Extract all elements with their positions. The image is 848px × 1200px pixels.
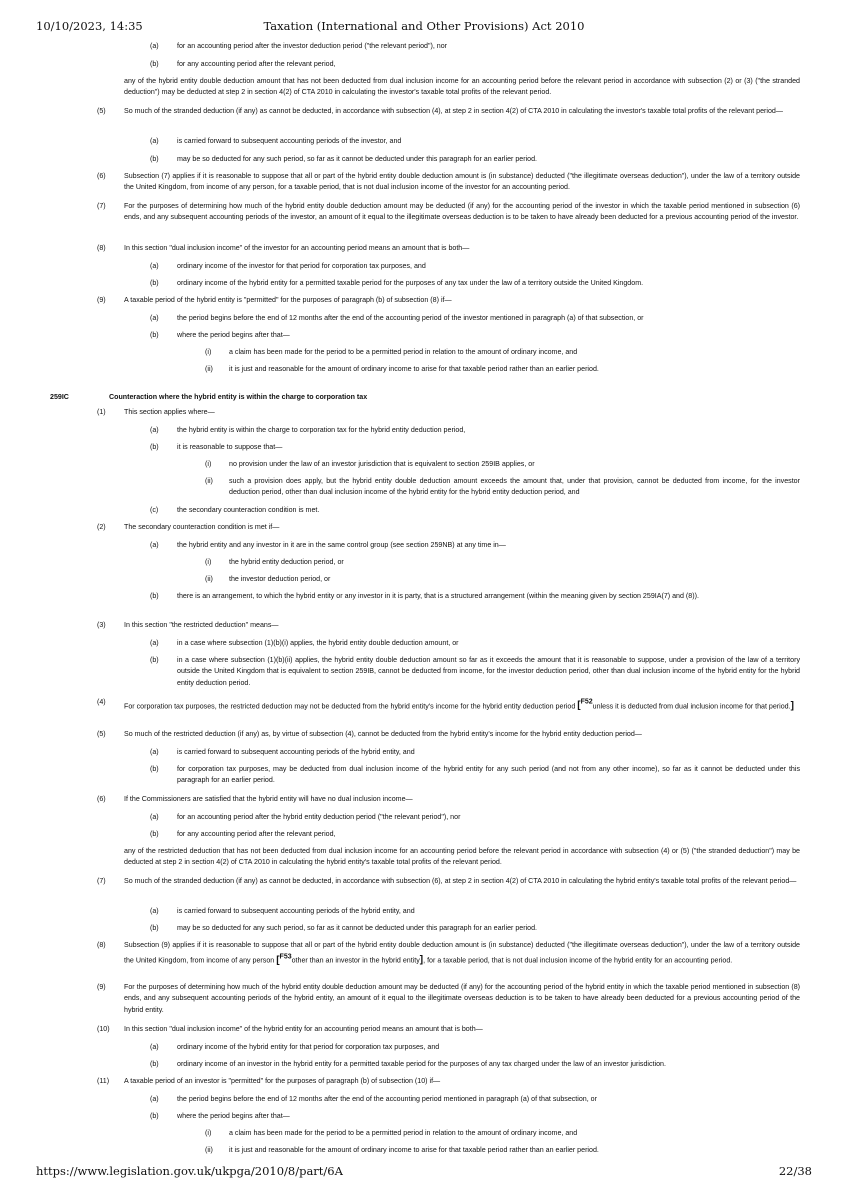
amended-text: other than an investor in the hybrid entity: [291, 956, 420, 965]
paragraph-label: (a): [150, 426, 159, 434]
paragraph-text: for any accounting period after the relevant period,: [177, 60, 336, 68]
paragraph-text: is carried forward to subsequent accounting periods of the hybrid entity, and: [177, 748, 415, 756]
subsection-label: (4): [97, 698, 106, 706]
text-segment: Subsection (9) applies if it is reasonable to suppose that all or part of the hybrid entity double deduction amount is (in substance) deducted ("the illegitimate overseas deduction"), under the law of a territory outside the United Kingdom, from income of any person: [124, 941, 800, 965]
subsection-text: So much of the restricted deduction (if any) as, by virtue of subsection (4), cannot be deducted from the hybrid entity's income for the hybrid entity deduction period—: [124, 730, 642, 738]
amendment-close-bracket: ]: [419, 954, 424, 966]
paragraph-label: (b): [150, 830, 159, 838]
paragraph-label: (a): [150, 541, 159, 549]
paragraph-text: for corporation tax purposes, may be deducted from dual inclusion income of the hybrid entity for any such period (and not from any other income), so far as it cannot be deducted under this paragraph for an earlier period.: [177, 765, 800, 785]
section-number: 259IC: [50, 393, 69, 401]
amended-text: unless it is deducted from dual inclusion income for that period.: [592, 702, 791, 711]
subsection-label: (7): [97, 202, 106, 210]
paragraph-text: is carried forward to subsequent accounting periods of the hybrid entity, and: [177, 907, 415, 915]
subparagraph-text: such a provision does apply, but the hybrid entity double deduction amount exceeds the amount that, under that provision, cannot be deducted from income, for the investor deduction period, other than dual inclusion income of the hybrid entity for the hybrid entity deduction period, and: [229, 477, 800, 497]
subsection-text: Subsection (7) applies if it is reasonable to suppose that all or part of the hybrid entity double deduction amount is (in substance) deducted ("the illegitimate overseas deduction"), under the law of a territory outside the United Kingdom, from income of any person, for a taxable period, that is not dual inclusion income of the investor for an accounting period.: [124, 172, 800, 192]
subsection-text: [124, 697, 800, 713]
subsection-label: (8): [97, 244, 106, 252]
subparagraph-text: it is just and reasonable for the amount of ordinary income to arise for that taxable period rather than an earlier period.: [229, 365, 599, 373]
subsection-label: (2): [97, 523, 106, 531]
continuation-text: any of the restricted deduction that has not been deducted from dual inclusion income for an accounting period before the relevant period in accordance with subsection (4) or (5) ("the stranded deduction") may be deducted at step 2 in section 4(2) of CTA 2010 in calculating the hybrid entity's taxable total profits of the relevant period.: [124, 847, 800, 867]
subparagraph-label: (i): [205, 1129, 212, 1137]
subsection-text: In this section "the restricted deduction" means—: [124, 621, 279, 629]
paragraph-text: in a case where subsection (1)(b)(ii) applies, the hybrid entity double deduction amount so far as it exceeds the amount that it is reasonable to suppose, under a provision of the law of a territory outside the United Kingdom that is equivalent to section 259IB, cannot be deducted from income, for the investor deduction period, other than dual inclusion income of the hybrid entity for the hybrid entity deduction period.: [177, 656, 800, 687]
paragraph-label: (b): [150, 60, 159, 68]
subsection-label: (5): [97, 107, 106, 115]
subparagraph-label: (ii): [205, 575, 213, 583]
paragraph-text: in a case where subsection (1)(b)(i) applies, the hybrid entity double deduction amount, or: [177, 639, 459, 647]
subparagraph-text: a claim has been made for the period to be a permitted period in relation to the amount of ordinary income, and: [229, 348, 578, 356]
subsection-label: (6): [97, 172, 106, 180]
subsection-label: (7): [97, 877, 106, 885]
subsection-text: This section applies where—: [124, 408, 215, 416]
paragraph-text: is carried forward to subsequent accounting periods of the investor, and: [177, 137, 402, 145]
paragraph-label: (a): [150, 137, 159, 145]
paragraph-text: the period begins before the end of 12 months after the end of the accounting period mentioned in paragraph (a) of that subsection, or: [177, 1095, 597, 1103]
paragraph-text: may be so deducted for any such period, so far as it cannot be deducted under this paragraph for an earlier period.: [177, 924, 538, 932]
paragraph-label: (b): [150, 656, 159, 664]
section-heading: Counteraction where the hybrid entity is within the charge to corporation tax: [109, 393, 368, 401]
subsection-text: For the purposes of determining how much of the hybrid entity double deduction amount may be deducted (if any) for the accounting period of the hybrid entity in which the taxable period mentioned in subsection (8) ends, and any subsequent accounting periods of the hybrid entity, an amount of it equal to the illegitimate overseas deduction is to be taken to have already been deducted for a previous accounting period of the hybrid entity.: [124, 983, 800, 1014]
paragraph-text: ordinary income of an investor in the hybrid entity for a permitted taxable period for the purposes of any tax charged under the law of an investor jurisdiction.: [177, 1060, 666, 1068]
subsection-text: In this section "dual inclusion income" of the investor for an accounting period means an amount that is both—: [124, 244, 470, 252]
subsection-text: A taxable period of the hybrid entity is "permitted" for the purposes of paragraph (b) of subsection (8) if—: [124, 296, 452, 304]
subsection-label: (11): [97, 1077, 110, 1085]
subsection-text: So much of the stranded deduction (if any) as cannot be deducted, in accordance with subsection (4), at step 2 in section 4(2) of CTA 2010 in calculating the investor's taxable total profits of the relevant period—: [124, 107, 783, 115]
paragraph-label: (b): [150, 1112, 159, 1120]
text-segment: , for a taxable period, that is not dual inclusion income of the hybrid entity for an accounting period.: [423, 956, 733, 965]
subsection-text: The secondary counteraction condition is met if—: [124, 523, 280, 531]
subparagraph-text: it is just and reasonable for the amount of ordinary income to arise for that taxable period rather than an earlier period.: [229, 1146, 599, 1154]
amendment-close-bracket: ]: [790, 700, 794, 712]
paragraph-label: (a): [150, 907, 159, 915]
amendment-open-bracket: [$^{F52}$: [577, 699, 593, 712]
paragraph-label: (c): [150, 506, 159, 514]
paragraph-label: (a): [150, 262, 159, 270]
paragraph-label: (a): [150, 639, 159, 647]
paragraph-label: (a): [150, 42, 159, 50]
subparagraph-text: the hybrid entity deduction period, or: [229, 558, 344, 566]
paragraph-label: (a): [150, 748, 159, 756]
subparagraph-text: the investor deduction period, or: [229, 575, 331, 583]
paragraph-label: (b): [150, 592, 159, 600]
paragraph-text: there is an arrangement, to which the hybrid entity or any investor in it is party, that is a structured arrangement (within the meaning given by section 259IA(7) and (8)).: [177, 592, 699, 600]
subparagraph-label: (i): [205, 348, 212, 356]
subparagraph-label: (ii): [205, 477, 213, 485]
paragraph-text: ordinary income of the investor for that period for corporation tax purposes, and: [177, 262, 426, 270]
paragraph-text: may be so deducted for any such period, so far as it cannot be deducted under this paragraph for an earlier period.: [177, 155, 538, 163]
paragraph-text: the hybrid entity and any investor in it are in the same control group (see section 259NB) at any time in—: [177, 541, 506, 549]
paragraph-label: (b): [150, 155, 159, 163]
amendment-open-bracket: [$^{F53}$: [276, 953, 292, 966]
paragraph-text: where the period begins after that—: [177, 1112, 290, 1120]
paragraph-label: (a): [150, 813, 159, 821]
subparagraph-label: (i): [205, 460, 212, 468]
paragraph-text: for an accounting period after the investor deduction period ("the relevant period"), nor: [177, 42, 448, 50]
paragraph-text: the secondary counteraction condition is met.: [177, 506, 320, 514]
paragraph-text: the period begins before the end of 12 months after the end of the accounting period of the investor mentioned in paragraph (a) of that subsection, or: [177, 314, 644, 322]
subsection-text: A taxable period of an investor is "permitted" for the purposes of paragraph (b) of subsection (10) if—: [124, 1077, 441, 1085]
subsection-label: (3): [97, 621, 106, 629]
page-header-title: Taxation (International and Other Provisions) Act 2010: [263, 19, 585, 33]
subparagraph-label: (ii): [205, 365, 213, 373]
subparagraph-text: no provision under the law of an investor jurisdiction that is equivalent to section 259IB applies, or: [229, 460, 535, 468]
subsection-label: (9): [97, 983, 106, 991]
amendment-reference[interactable]: F52: [580, 699, 593, 706]
paragraph-label: (a): [150, 314, 159, 322]
paragraph-label: (b): [150, 443, 159, 451]
paragraph-text: ordinary income of the hybrid entity for a permitted taxable period for the purposes of any tax under the law of a territory outside the United Kingdom.: [177, 279, 644, 287]
page-number: 22/38: [778, 1164, 812, 1178]
subparagraph-label: (i): [205, 558, 212, 566]
subsection-text: If the Commissioners are satisfied that the hybrid entity will have no dual inclusion income—: [124, 795, 413, 803]
paragraph-label: (a): [150, 1095, 159, 1103]
continuation-text: any of the hybrid entity double deduction amount that has not been deducted from dual inclusion income for an accounting period before the relevant period in accordance with subsection (2) or (3) ("the stranded deduction") may be deducted at step 2 in section 4(2) of CTA 2010 in calculating the investor's taxable total profits of the relevant period.: [124, 77, 800, 97]
subsection-text: For the purposes of determining how much of the hybrid entity double deduction amount may be deducted (if any) for the accounting period of the investor in which the taxable period mentioned in subsection (6) ends, and any subsequent accounting periods of the investor, an amount of it equal to the illegitimate overseas deduction is to be taken to have already been deducted for a previous accounting period of the investor.: [124, 202, 800, 222]
subsection-label: (9): [97, 296, 106, 304]
paragraph-text: for an accounting period after the hybrid entity deduction period ("the relevant period"), nor: [177, 813, 461, 821]
subparagraph-text: a claim has been made for the period to be a permitted period in relation to the amount of ordinary income, and: [229, 1129, 578, 1137]
print-timestamp: 10/10/2023, 14:35: [36, 19, 143, 33]
subsection-text: [124, 940, 800, 967]
paragraph-text: for any accounting period after the relevant period,: [177, 830, 336, 838]
paragraph-label: (b): [150, 279, 159, 287]
subsection-label: (1): [97, 408, 106, 416]
paragraph-text: where the period begins after that—: [177, 331, 290, 339]
text-segment: For corporation tax purposes, the restricted deduction may not be deducted from the hybrid entity's income for the hybrid entity deduction period: [124, 702, 578, 711]
amendment-reference[interactable]: F53: [279, 953, 292, 961]
subsection-label: (6): [97, 795, 106, 803]
subsection-text: In this section "dual inclusion income" of the hybrid entity for an accounting period means an amount that is both—: [124, 1025, 483, 1033]
source-url[interactable]: https://www.legislation.gov.uk/ukpga/2010/8/part/6A: [36, 1164, 343, 1178]
subsection-label: (10): [97, 1025, 110, 1033]
subparagraph-label: (ii): [205, 1146, 213, 1154]
subsection-label: (5): [97, 730, 106, 738]
paragraph-label: (b): [150, 924, 159, 932]
paragraph-text: the hybrid entity is within the charge to corporation tax for the hybrid entity deduction period,: [177, 426, 466, 434]
paragraph-text: ordinary income of the hybrid entity for that period for corporation tax purposes, and: [177, 1043, 440, 1051]
paragraph-label: (a): [150, 1043, 159, 1051]
subsection-text: So much of the stranded deduction (if any) as cannot be deducted, in accordance with subsection (6), at step 2 in section 4(2) of CTA 2010 in calculating the hybrid entity's taxable total profits of the relevant period—: [124, 877, 797, 885]
paragraph-text: it is reasonable to suppose that—: [177, 443, 283, 451]
subsection-label: (8): [97, 941, 106, 949]
paragraph-label: (b): [150, 1060, 159, 1068]
paragraph-label: (b): [150, 331, 159, 339]
paragraph-label: (b): [150, 765, 159, 773]
